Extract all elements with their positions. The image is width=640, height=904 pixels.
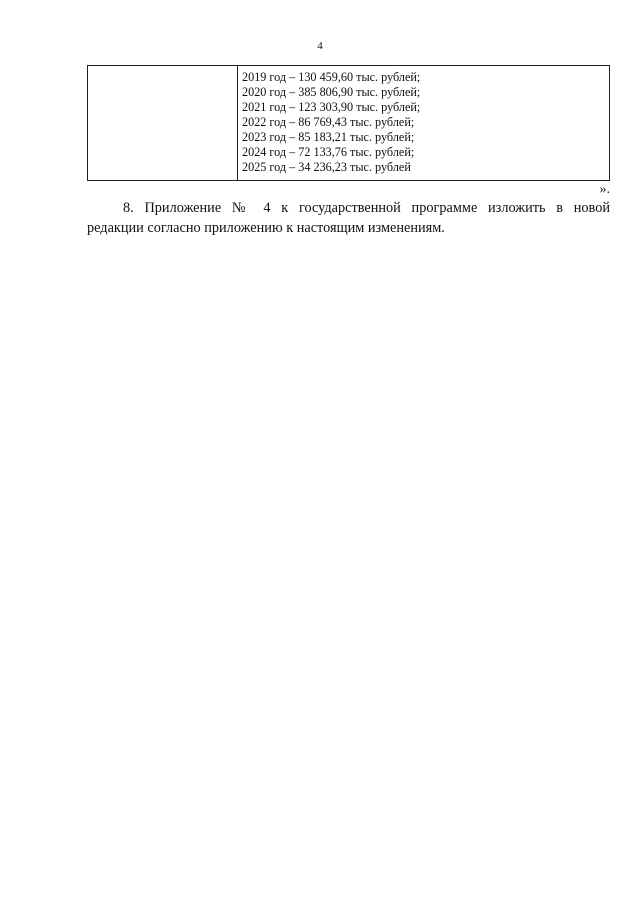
table-cell-label [88,66,238,180]
funding-year-line: 2022 год – 86 769,43 тыс. рублей; [242,115,415,129]
funding-year-line: 2020 год – 385 806,90 тыс. рублей; [242,85,421,99]
page-number: 4 [317,40,323,52]
funding-year-line: 2024 год – 72 133,76 тыс. рублей; [242,145,415,159]
amendment-paragraph [87,198,610,238]
funding-year-line: 2023 год – 85 183,21 тыс. рублей; [242,130,415,144]
funding-year-line: 2025 год – 34 236,23 тыс. рублей [242,160,411,174]
table-cell-values [238,66,609,180]
paragraph-line: редакции согласно приложению к настоящим изменениям. [87,220,445,236]
funding-year-line: 2019 год – 130 459,60 тыс. рублей; [242,70,421,84]
paragraph-line: 8. Приложение № 4 к государственной программе изложить в новой [123,200,610,216]
closing-quote-mark: ». [599,182,610,197]
funding-year-line: 2021 год – 123 303,90 тыс. рублей; [242,100,421,114]
funding-table [87,65,610,181]
